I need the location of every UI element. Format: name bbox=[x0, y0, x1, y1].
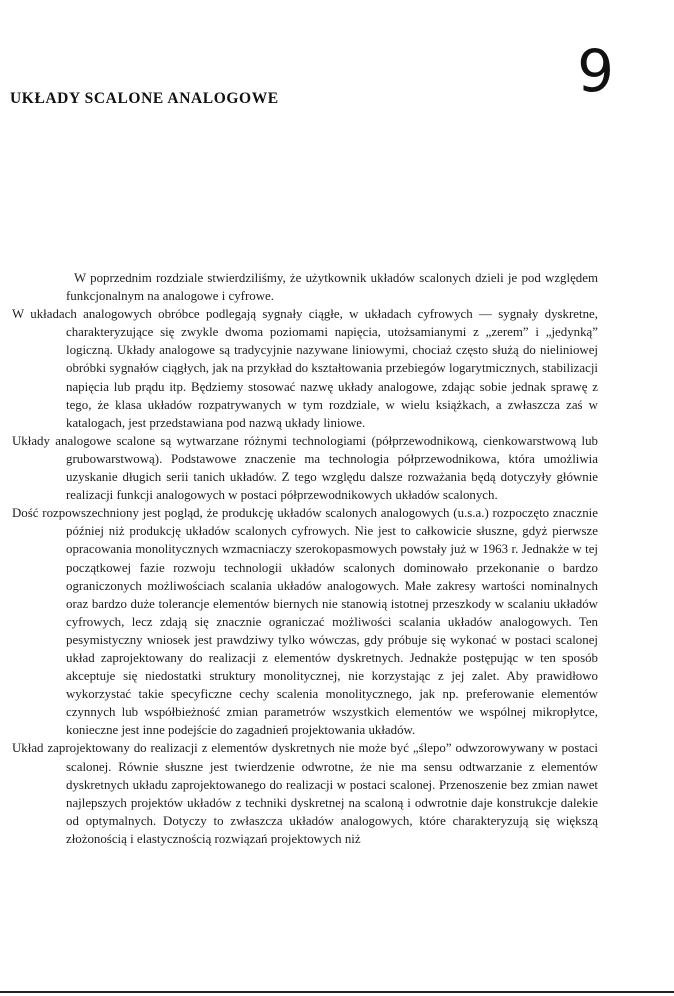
paragraph-4: Dość rozpowszechniony jest pogląd, że produkcję układów scalonych analogowych (u.s.a.) rozpoczęto znacznie później niż produkcję układów scalonych cyfrowych. Nie jest to całkowicie słuszne, gdyż pierwsze opracowania monolitycznych wzmacniaczy szerokopasmowych powstały już w 1963 r. Jednakże w tej początkowej fazie rozwoju technologii układów scalonych dominowało przekonanie o bardzo ograniczonych możliwościach scalania układów analogowych. Małe zakresy wartości nominalnych oraz bardzo duże tolerancje elementów biernych nie stanowią istotnej przeszkody w scalaniu układów cyfrowych, lecz zdają się znacznie ograniczać możliwości scalania układów analogowych. Ten pesymistyczny wniosek jest prawdziwy tylko wówczas, gdy próbuje się wykonać w postaci scalonej układ zaprojektowany do realizacji z elementów dyskretnych. Jednakże postępując w ten sposób akceptuje się niedostatki struktury monolitycznej, nie korzystając z jej zalet. Aby prawidłowo wykorzystać takie specyficzne cechy scalenia monolitycznego, jak np. preferowanie elementów czynnych lub współbieżność zmian parametrów wszystkich elementów we wspólnej mikropłytce, konieczne jest inne podejście do zagadnień projektowania układów. bbox=[12, 506, 598, 738]
body-text bbox=[12, 269, 598, 848]
chapter-number: 9 bbox=[577, 37, 614, 105]
paragraph-5: Układ zaprojektowany do realizacji z elementów dyskretnych nie może być „ślepo” odwzorowywany w postaci scalonej. Równie słuszne jest twierdzenie odwrotne, że nie ma sensu odtwarzanie z elementów dyskretnych układu zaprojektowanego do realizacji w postaci scalonej. Przenoszenie bez zmian nawet najlepszych projektów układów z techniki dyskretnej na scaloną i odwrotnie daje konstrukcje dalekie od optymalnych. Dotyczy to zwłaszcza układów analogowych, które charakteryzują się większą złożonością i elastycznością rozwiązań projektowych niż bbox=[12, 741, 598, 846]
chapter-title: UKŁADY SCALONE ANALOGOWE bbox=[10, 90, 279, 107]
paragraph-3: Układy analogowe scalone są wytwarzane różnymi technologiami (półprzewodnikową, cienkowarstwową lub grubowarstwową). Podstawowe znaczenie ma technologia półprzewodnikowa, która umożliwia uzyskanie długich serii tanich układów. Z tego względu dalsze rozważania będą dotyczyły głównie realizacji funkcji analogowych w postaci półprzewodnikowych układów scalonych. bbox=[12, 433, 598, 503]
paragraph-2: W układach analogowych obróbce podlegają sygnały ciągłe, w układach cyfrowych — sygnały dyskretne, charakteryzujące się zwykle dwoma poziomami napięcia, utożsamianymi z „zerem” i „jedynką” logiczną. Układy analogowe są tradycyjnie nazywane liniowymi, chociaż często służą do nieliniowej obróbki sygnałów ciągłych, jak na przykład do kształtowania przebiegów logarytmicznych, stabilizacji napięcia lub prądu itp. Będziemy stosować nazwę układy analogowe, zdając sobie jednak sprawę z tego, że klasa układów rozpatrywanych w tym rozdziale, w wielu książkach, a zwłaszcza zaś w katalogach, jest przedstawiana pod nazwą układy liniowe. bbox=[12, 307, 598, 430]
paragraph-1: W poprzednim rozdziale stwierdziliśmy, że użytkownik układów scalonych dzieli je pod względem funkcjonalnym na analogowe i cyfrowe. bbox=[66, 271, 598, 304]
page-bottom-rule bbox=[0, 991, 674, 993]
